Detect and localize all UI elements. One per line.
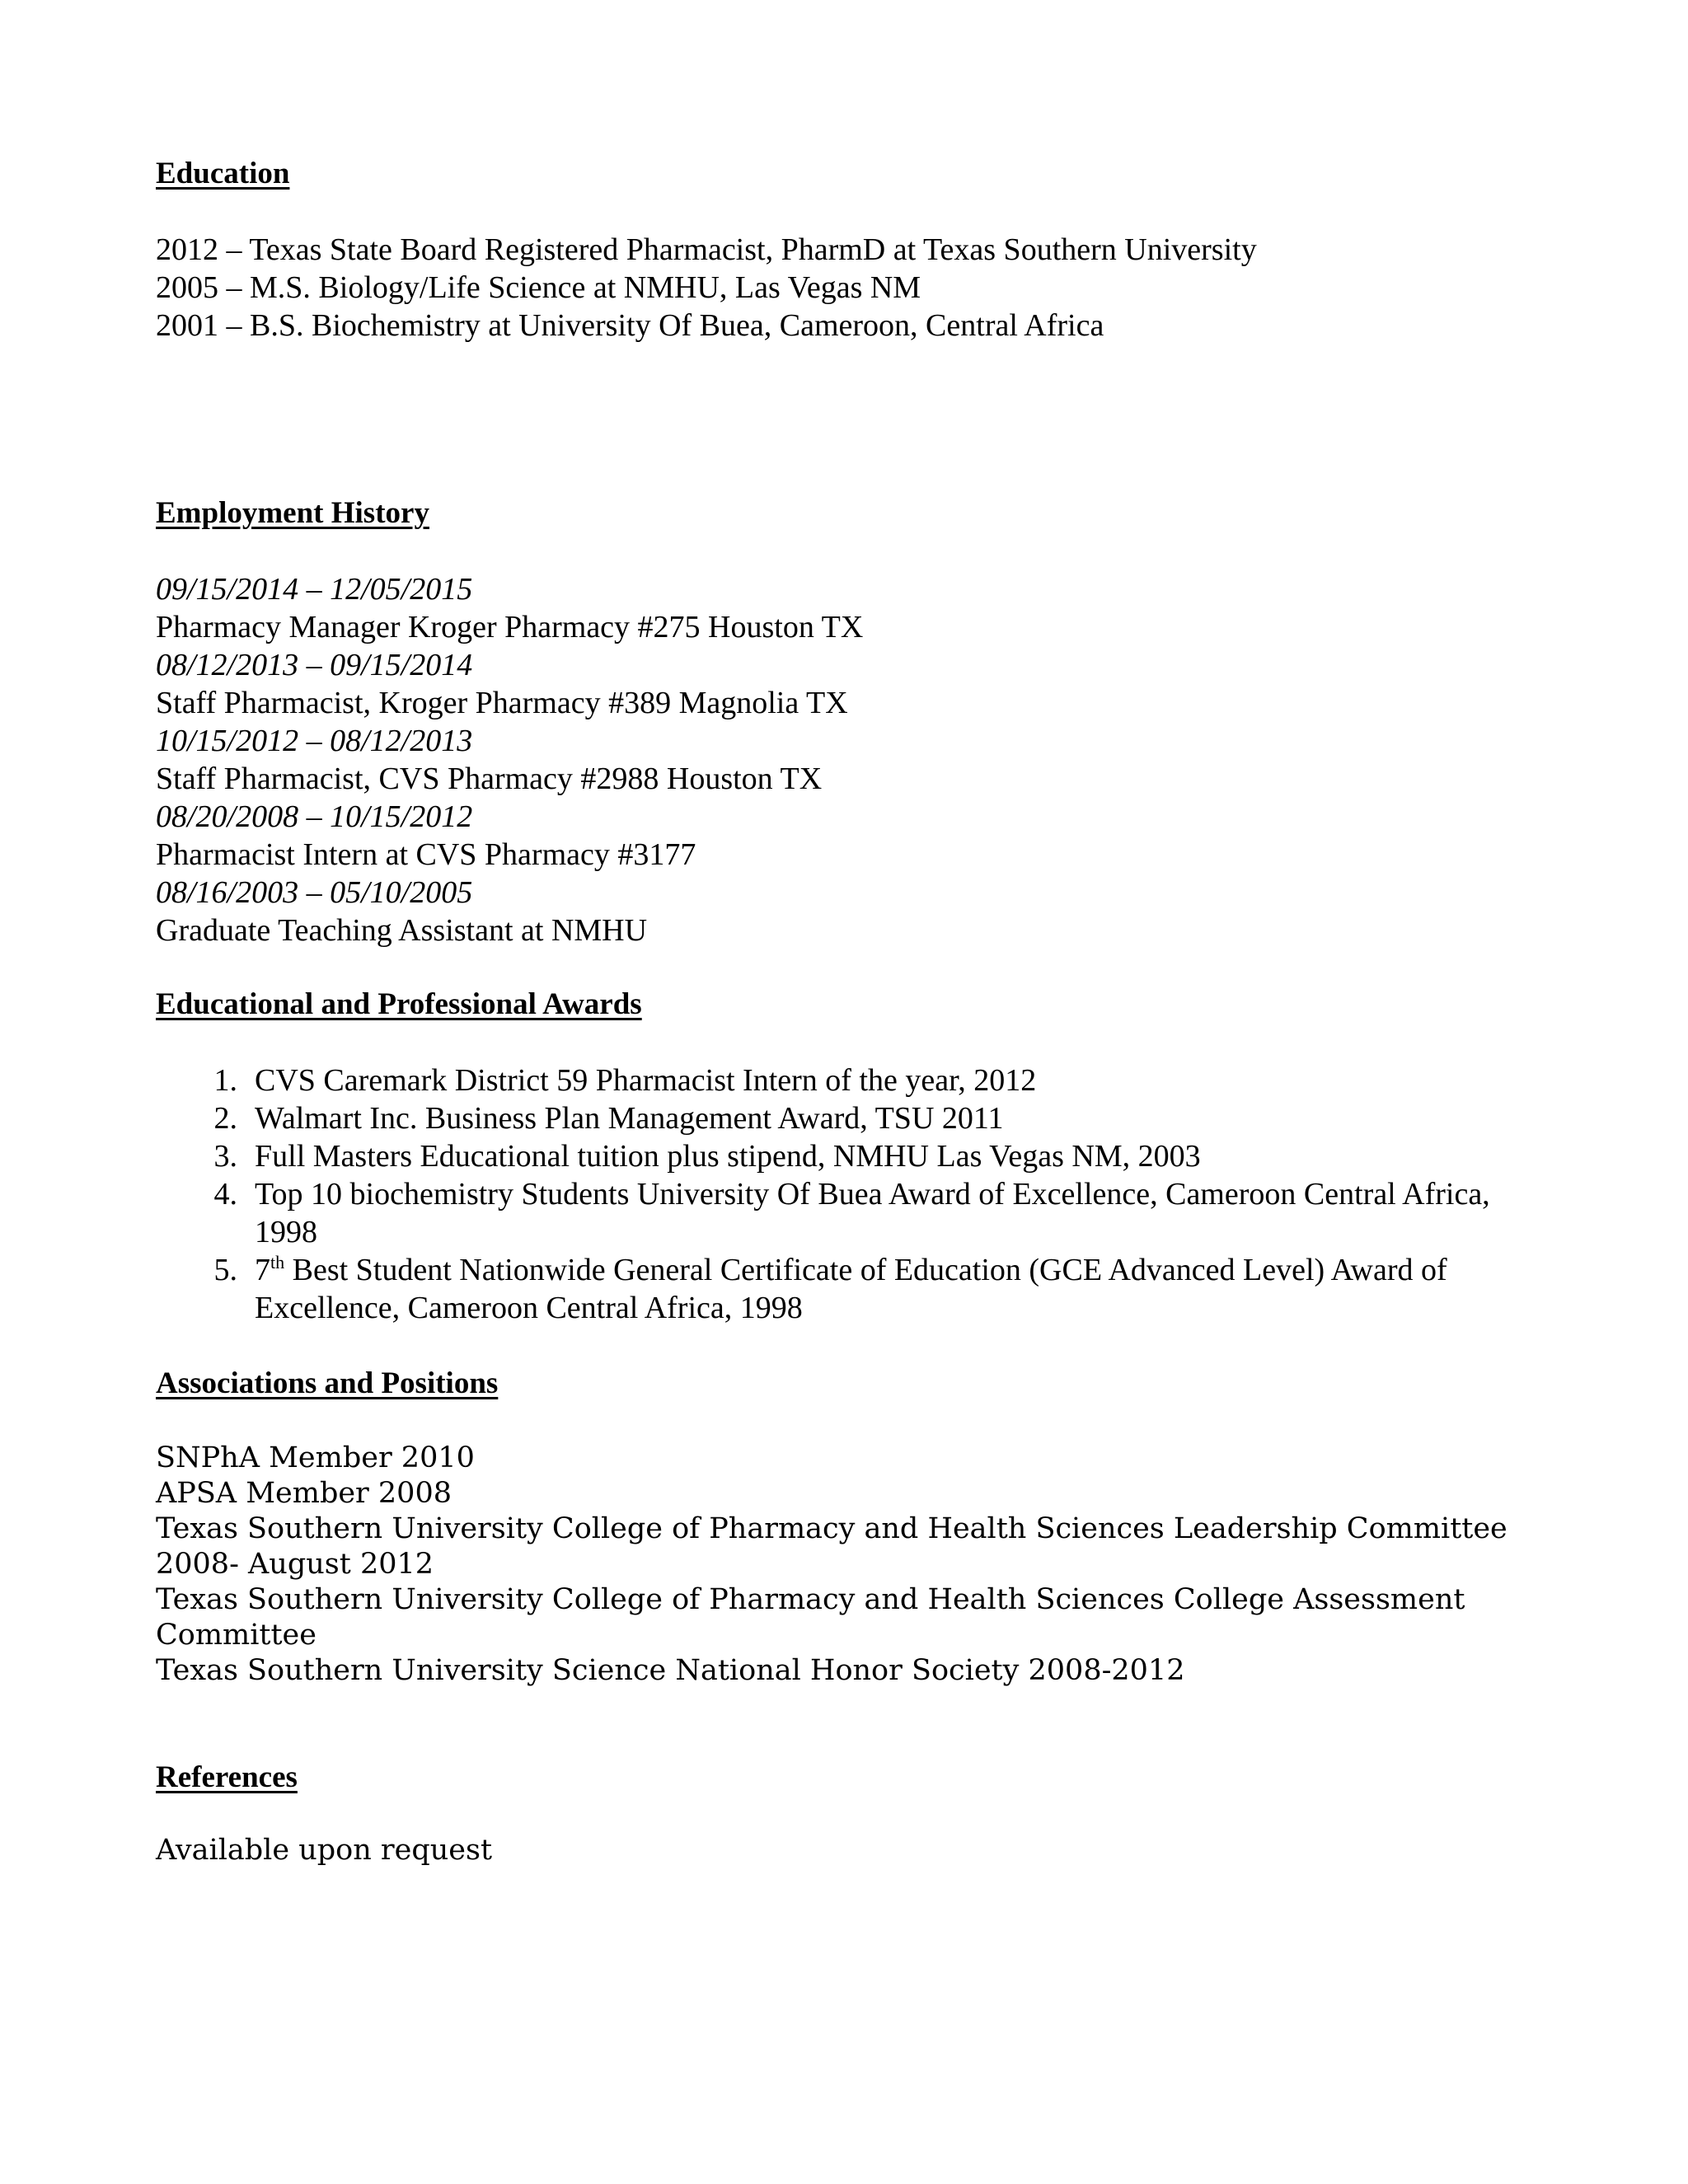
award-number: 4. xyxy=(213,1177,237,1212)
award-text: CVS Caremark District 59 Pharmacist Intern of the year, 2012 xyxy=(255,1063,1037,1098)
association-line: Texas Southern University Science National Honor Society 2008-2012 xyxy=(156,1654,1185,1687)
association-line: Committee xyxy=(156,1619,316,1652)
award-number: 3. xyxy=(213,1139,237,1174)
education-heading: Education xyxy=(156,157,290,190)
association-line: APSA Member 2008 xyxy=(156,1477,452,1510)
education-item: 2012 – Texas State Board Registered Pharmacist, PharmD at Texas Southern University xyxy=(156,232,1257,267)
job-title: Pharmacy Manager Kroger Pharmacy #275 Houston TX xyxy=(156,610,864,644)
award-number: 5. xyxy=(213,1253,237,1287)
job-dates: 10/15/2012 – 08/12/2013 xyxy=(156,724,473,758)
education-item: 2001 – B.S. Biochemistry at University Of Buea, Cameroon, Central Africa xyxy=(156,308,1104,343)
job-dates: 08/20/2008 – 10/15/2012 xyxy=(156,799,473,834)
association-line: 2008- August 2012 xyxy=(156,1548,434,1581)
award-text-body: Best Student Nationwide General Certificate of Education (GCE Advanced Level) Award of Excellence, Cameroon Central Africa, 1998 xyxy=(255,1253,1447,1325)
education-item: 2005 – M.S. Biology/Life Science at NMHU, Las Vegas NM xyxy=(156,270,921,305)
association-line: Texas Southern University College of Pharmacy and Health Sciences College Assessment xyxy=(156,1583,1465,1616)
award-text xyxy=(255,1251,1524,1327)
association-line: Texas Southern University College of Pharmacy and Health Sciences Leadership Committee xyxy=(156,1512,1507,1545)
job-dates: 08/16/2003 – 05/10/2005 xyxy=(156,875,473,910)
references-heading: References xyxy=(156,1760,298,1794)
award-number: 1. xyxy=(213,1063,237,1098)
job-title: Pharmacist Intern at CVS Pharmacy #3177 xyxy=(156,837,696,872)
associations-heading: Associations and Positions xyxy=(156,1366,499,1400)
job-title: Graduate Teaching Assistant at NMHU xyxy=(156,913,648,948)
award-text: Full Masters Educational tuition plus stipend, NMHU Las Vegas NM, 2003 xyxy=(255,1139,1201,1174)
references-text: Available upon request xyxy=(156,1834,493,1867)
job-title: Staff Pharmacist, Kroger Pharmacy #389 Magnolia TX xyxy=(156,686,848,720)
job-dates: 09/15/2014 – 12/05/2015 xyxy=(156,572,473,607)
award-number: 2. xyxy=(213,1101,237,1136)
award-text: Top 10 biochemistry Students University Of Buea Award of Excellence, Cameroon Central Africa, 1998 xyxy=(255,1177,1490,1249)
award-ordinal-suffix: th xyxy=(270,1252,285,1272)
association-line: SNPhA Member 2010 xyxy=(156,1441,475,1474)
job-dates: 08/12/2013 – 09/15/2014 xyxy=(156,648,473,682)
award-text: Walmart Inc. Business Plan Management Award, TSU 2011 xyxy=(255,1101,1004,1136)
job-title: Staff Pharmacist, CVS Pharmacy #2988 Houston TX xyxy=(156,762,823,796)
award-ordinal: 7 xyxy=(255,1253,270,1287)
awards-heading: Educational and Professional Awards xyxy=(156,987,642,1021)
employment-heading: Employment History xyxy=(156,496,429,530)
